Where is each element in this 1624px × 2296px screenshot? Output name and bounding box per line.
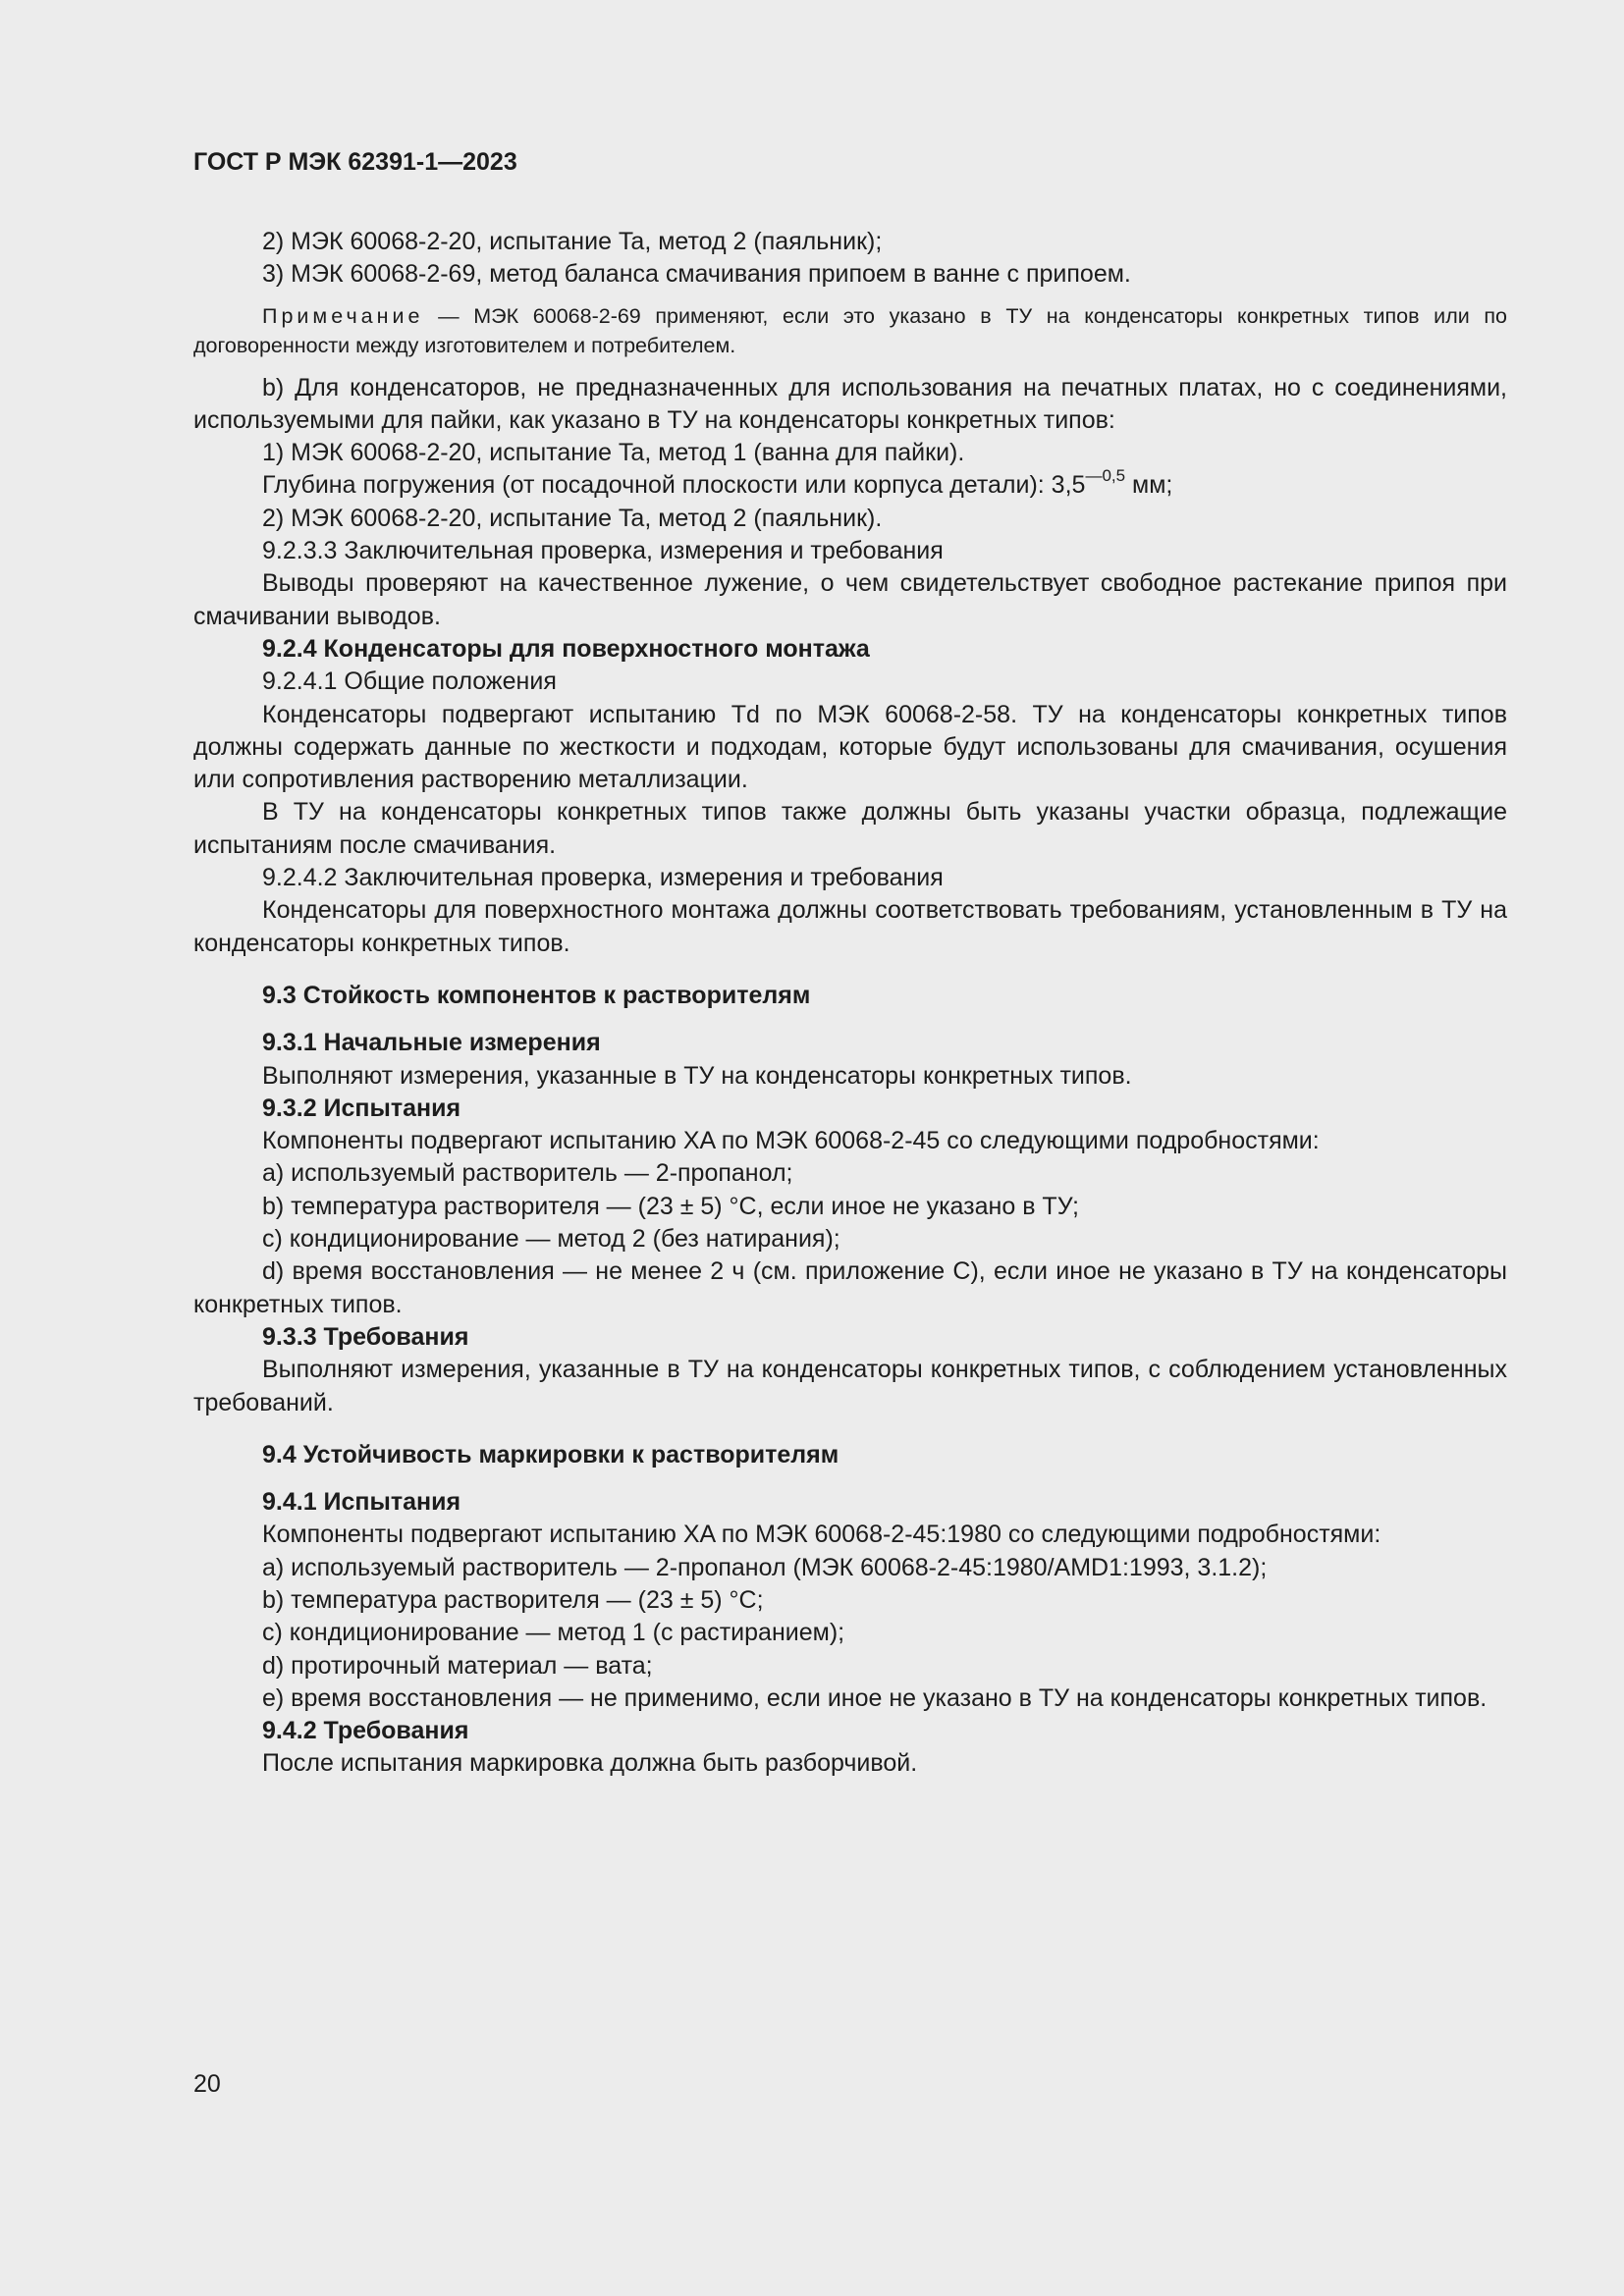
section-heading: 9.3.1 Начальные измерения: [262, 1029, 601, 1057]
document-header: ГОСТ Р МЭК 62391-1—2023: [193, 148, 517, 176]
paragraph: Выводы проверяют на качественное лужение, о чем свидетельствует свободное растекание припоя при смачивании выводов.: [193, 569, 1507, 630]
note-label: Примечание: [262, 303, 424, 328]
document-page: [193, 142, 1507, 1781]
note-paragraph: [193, 301, 1507, 360]
list-item: 2) МЭК 60068-2-20, испытание Ta, метод 2 (паяльник).: [262, 504, 883, 532]
list-item: d) протирочный материал — вата;: [262, 1651, 653, 1680]
list-item: c) кондиционирование — метод 1 (с растиранием);: [262, 1619, 845, 1647]
section-heading: 9.4 Устойчивость маркировки к растворителям: [262, 1440, 839, 1468]
paragraph: Компоненты подвергают испытанию XA по МЭК 60068-2-45:1980 со следующими подробностями:: [262, 1521, 1381, 1549]
section-heading: 9.4.1 Испытания: [262, 1488, 461, 1517]
paragraph: В ТУ на конденсаторы конкретных типов также должны быть указаны участки образца, подлежащие испытаниям после смачивания.: [193, 798, 1507, 859]
list-item: b) температура растворителя — (23 ± 5) °C;: [262, 1585, 764, 1614]
list-item: c) кондиционирование — метод 2 (без натирания);: [262, 1225, 840, 1254]
paragraph: Компоненты подвергают испытанию XA по МЭК 60068-2-45 со следующими подробностями:: [262, 1127, 1320, 1155]
paragraph: b) Для конденсаторов, не предназначенных для использования на печатных платах, но с соединениями, используемыми для пайки, как указано в ТУ на конденсаторы конкретных типов:: [193, 373, 1507, 434]
document-body: [193, 226, 1507, 1781]
immersion-depth-unit: мм;: [1125, 471, 1173, 500]
list-item: e) время восстановления — не применимо, если иное не указано в ТУ на конденсаторы конкретных типов.: [262, 1683, 1488, 1712]
tolerance-superscript: —0,5: [1085, 466, 1126, 486]
list-item: b) температура растворителя — (23 ± 5) °C, если иное не указано в ТУ;: [262, 1192, 1079, 1220]
list-item: 1) МЭК 60068-2-20, испытание Ta, метод 1 (ванна для пайки).: [262, 439, 965, 467]
subsection-heading: 9.2.3.3 Заключительная проверка, измерения и требования: [262, 537, 944, 565]
list-item: d) время восстановления — не менее 2 ч (см. приложение C), если иное не указано в ТУ на конденсаторы конкретных типов.: [193, 1257, 1507, 1318]
paragraph: Выполняют измерения, указанные в ТУ на конденсаторы конкретных типов.: [262, 1061, 1132, 1090]
immersion-depth-line: [193, 466, 1507, 502]
list-item: a) используемый растворитель — 2-пропанол;: [262, 1159, 793, 1188]
list-item: a) используемый растворитель — 2-пропанол (МЭК 60068-2-45:1980/AMD1:1993, 3.1.2);: [262, 1553, 1268, 1581]
subsection-heading: 9.2.4.2 Заключительная проверка, измерения и требования: [262, 864, 944, 892]
list-item: 2) МЭК 60068-2-20, испытание Ta, метод 2 (паяльник);: [262, 228, 883, 255]
paragraph: Выполняют измерения, указанные в ТУ на конденсаторы конкретных типов, с соблюдением установленных требований.: [193, 1356, 1507, 1416]
note-text: — МЭК 60068-2-69 применяют, если это указано в ТУ на конденсаторы конкретных типов или по договоренности между изготовителем и потребителем.: [193, 303, 1507, 357]
immersion-depth-text: Глубина погружения (от посадочной плоскости или корпуса детали): 3,5: [262, 471, 1086, 500]
section-heading: 9.4.2 Требования: [262, 1717, 469, 1745]
paragraph: Конденсаторы для поверхностного монтажа должны соответствовать требованиям, установленным в ТУ на конденсаторы конкретных типов.: [193, 896, 1507, 957]
section-heading: 9.2.4 Конденсаторы для поверхностного монтажа: [262, 634, 870, 663]
subsection-heading: 9.2.4.1 Общие положения: [262, 667, 557, 696]
paragraph: Конденсаторы подвергают испытанию Td по МЭК 60068-2-58. ТУ на конденсаторы конкретных типов должны содержать данные по жесткости и подходам, которые будут использованы для смачивания, осушения или сопротивления растворению металлизации.: [193, 700, 1507, 794]
section-heading: 9.3.3 Требования: [262, 1322, 469, 1351]
section-heading: 9.3 Стойкость компонентов к растворителям: [262, 981, 811, 1009]
list-item: 3) МЭК 60068-2-69, метод баланса смачивания припоем в ванне с припоем.: [262, 260, 1131, 289]
page-number: 20: [193, 2070, 221, 2098]
paragraph: После испытания маркировка должна быть разборчивой.: [262, 1749, 918, 1778]
section-heading: 9.3.2 Испытания: [262, 1094, 461, 1122]
